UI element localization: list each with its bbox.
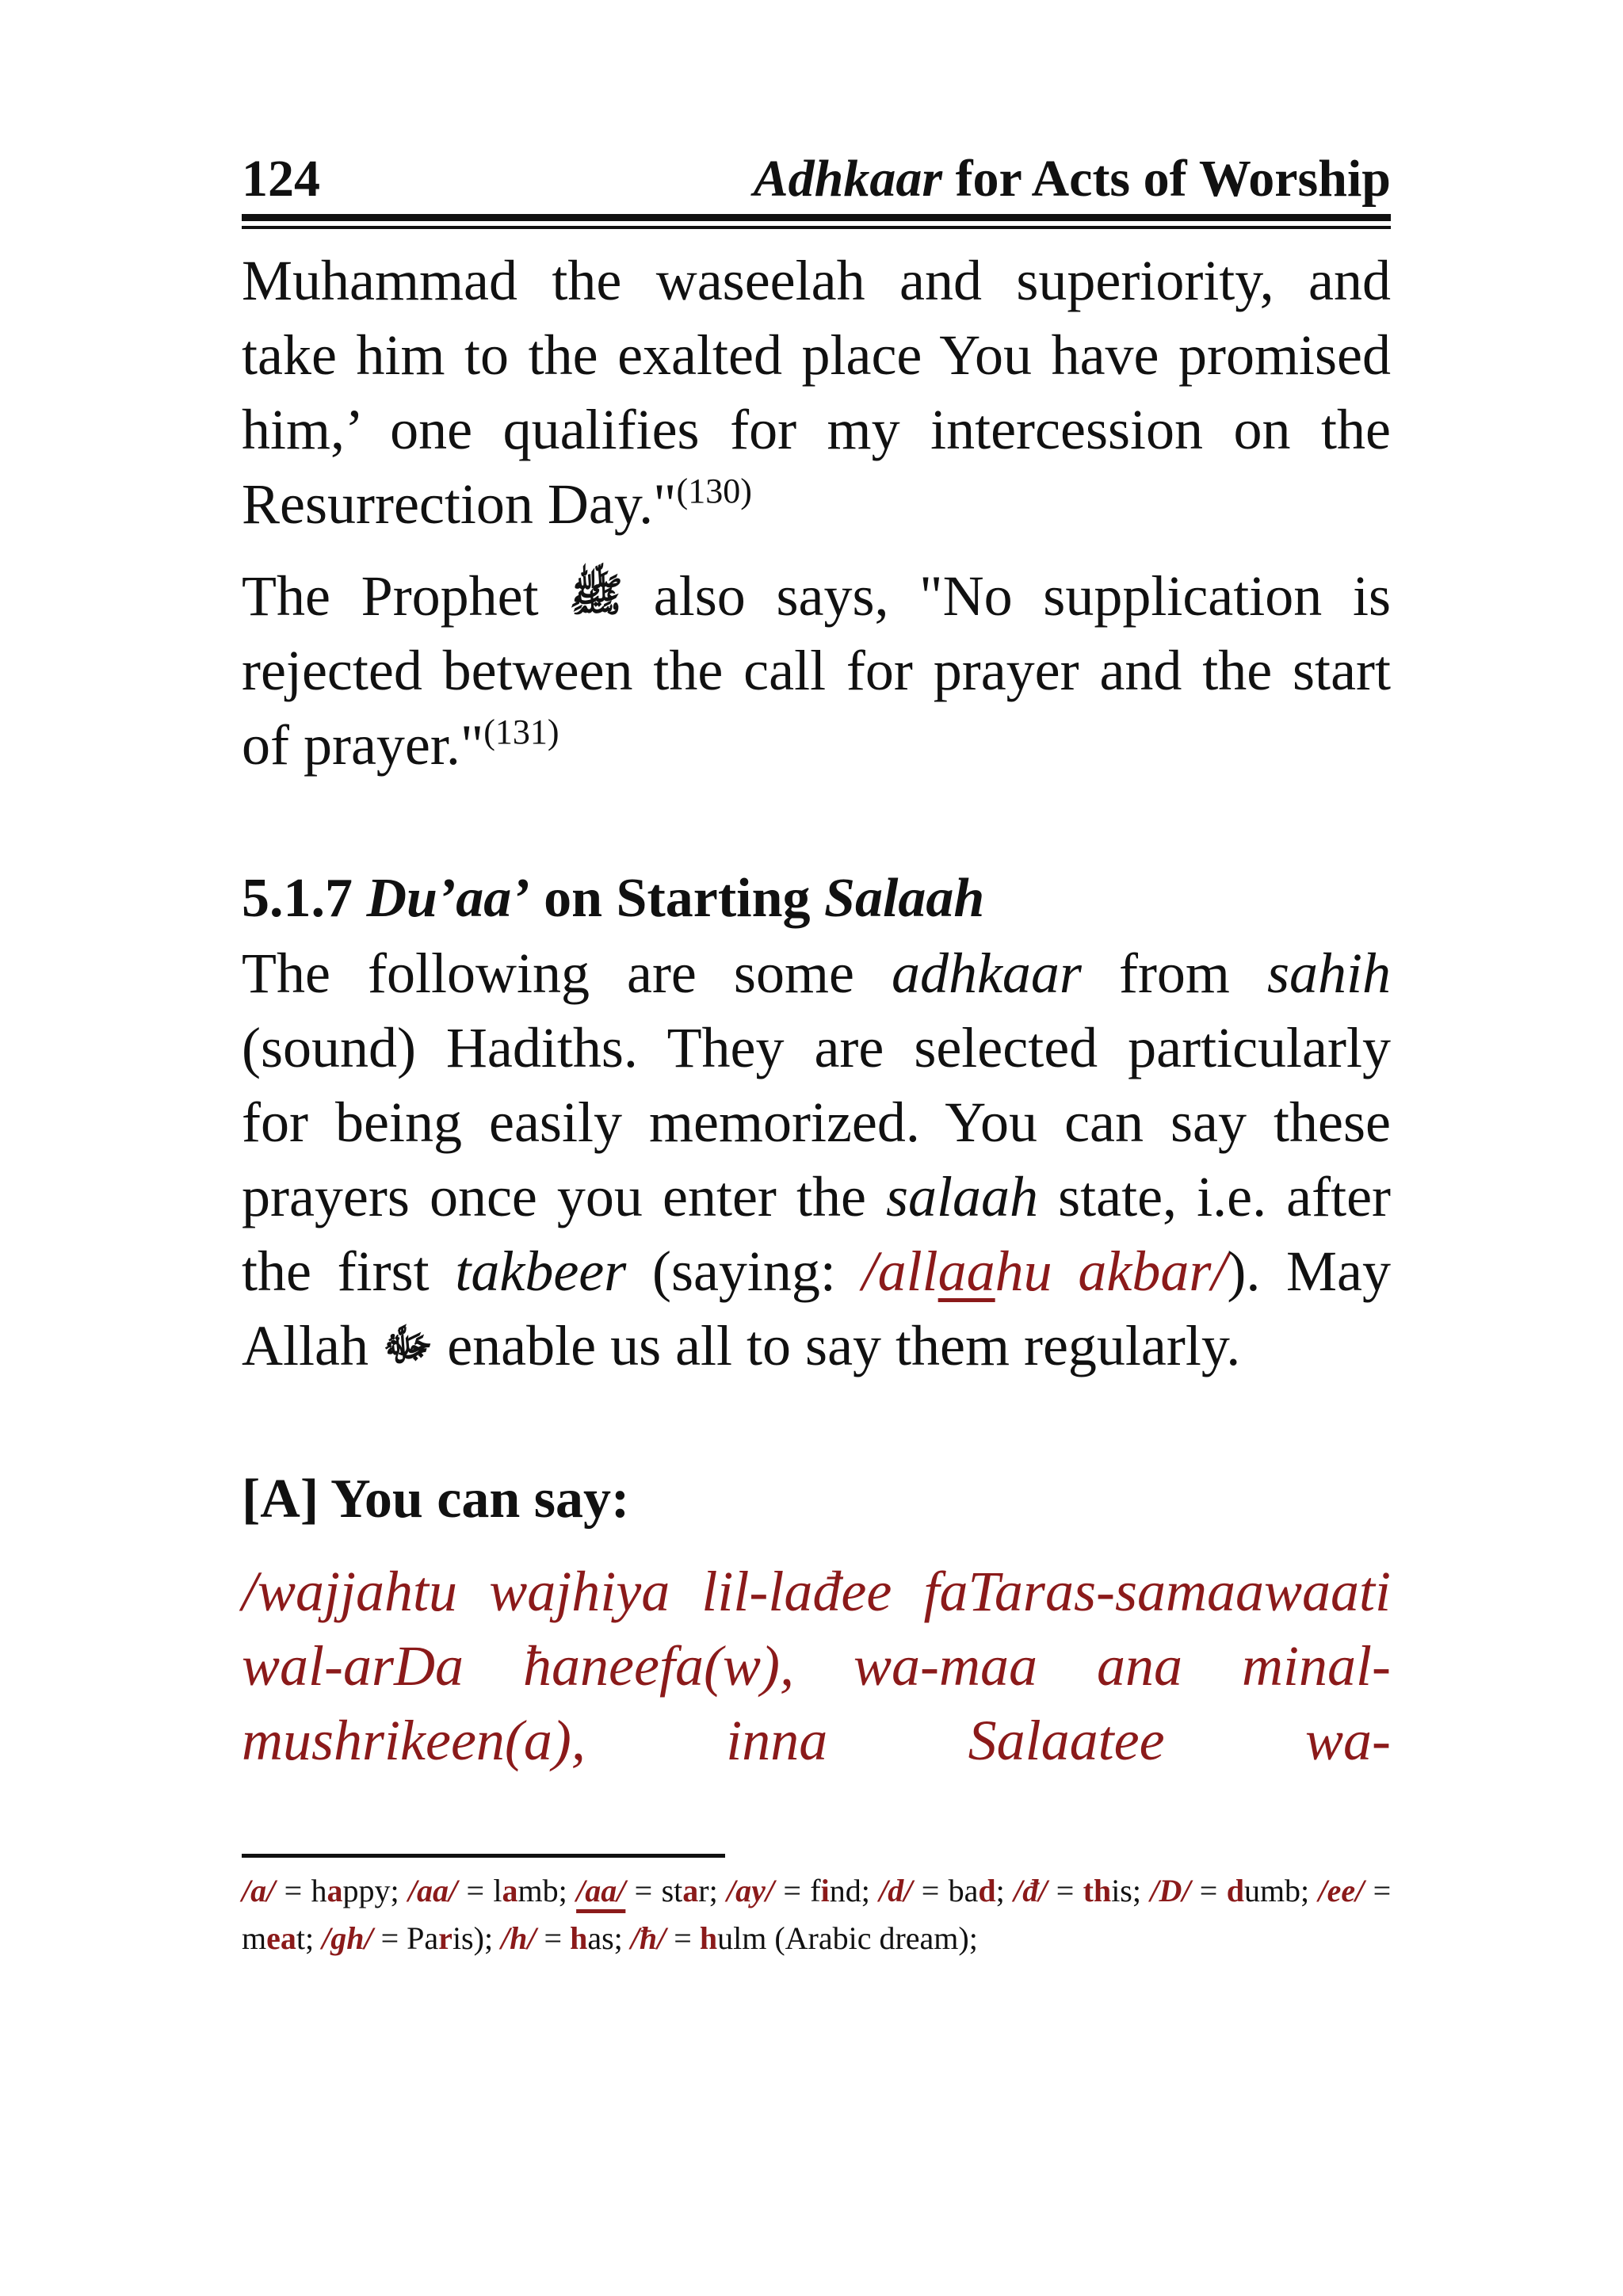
footnote-word-highlight: ea <box>266 1920 296 1956</box>
term-takbeer: takbeer <box>455 1240 627 1303</box>
sub-heading: [A] You can say: <box>242 1469 630 1530</box>
footnote-word-post: ulm (Arabic dream); <box>717 1920 978 1956</box>
footnote-word-highlight: i <box>820 1873 830 1908</box>
paragraph-1 <box>242 243 1391 541</box>
footnote-word-post: is; <box>1111 1873 1141 1908</box>
footnote-entry: /h/ = has; <box>501 1920 623 1956</box>
footnote-word-highlight: r <box>438 1920 453 1956</box>
paragraph-3-text-2: from <box>1081 942 1267 1005</box>
footnote-word-pre: m <box>242 1920 267 1956</box>
footnote-key: /aa/ <box>576 1873 626 1908</box>
footnote-entry: /gh/ = Paris); <box>322 1920 494 1956</box>
footnote-rule <box>242 1854 725 1858</box>
footnote-key: /h/ <box>501 1920 537 1956</box>
footnote-entry: /a/ = happy; <box>242 1873 399 1908</box>
paragraph-1-text: Muhammad the waseelah and superiority, and take him to the exalted place You have promised him,’ one qualifies for my intercession on the Resurrection Day." <box>242 249 1391 536</box>
footnote-word-pre: l <box>493 1873 502 1908</box>
paragraph-3-text-1: The following are some <box>242 942 892 1005</box>
footnote-pronunciation-key <box>242 1867 1391 1962</box>
footnote-key: /d/ <box>879 1873 913 1908</box>
footnote-word-highlight: th <box>1083 1873 1112 1908</box>
footnote-entry: /ay/ = find; <box>727 1873 870 1908</box>
footnote-word-pre: Pa <box>407 1920 439 1956</box>
transliteration-block: /wajjahtu wajhiya lil-lađee faTaras-samaawaati wal-arDa ħaneefa(w), wa-maa ana minal-mushrikeen(a), inna Salaatee wa- <box>242 1560 1391 1772</box>
footnote-word-post: is); <box>452 1920 494 1956</box>
paragraph-2-start: The Prophet <box>242 564 570 628</box>
footnote-word-post: ppy; <box>342 1873 399 1908</box>
footnote-entry: /ee/ = meat; <box>242 1873 1392 1956</box>
footnote-word-post: r; <box>698 1873 718 1908</box>
transliteration-part-1: /all <box>861 1240 938 1303</box>
footnote-word-post: t; <box>296 1920 315 1956</box>
term-salaah: salaah <box>886 1165 1039 1228</box>
footnote-word-highlight: a <box>502 1873 518 1908</box>
footnote-entry: /aa/ = lamb; <box>407 1873 567 1908</box>
footnote-entry: /đ/ = this; <box>1014 1873 1141 1908</box>
term-adhkaar: adhkaar <box>891 942 1082 1005</box>
paragraph-3-text-7: enable us all to say them regularly. <box>433 1314 1241 1377</box>
paragraph-2-rest: also says, "No supplication is rejected between the call for prayer and the start of prayer." <box>242 564 1391 777</box>
salutation-glyph-icon: ﷺ <box>569 570 624 621</box>
paragraph-3-text-4: state, i.e. after the first <box>242 1165 1392 1303</box>
footnote-word-pre: st <box>661 1873 683 1908</box>
running-title-italic: Adhkaar <box>753 150 943 208</box>
footnote-word-post: as; <box>587 1920 623 1956</box>
running-title <box>754 149 1391 209</box>
footnote-key: /ay/ <box>727 1873 775 1908</box>
exaltation-glyph-icon: ﷻ <box>382 1320 433 1371</box>
footnote-key: /D/ <box>1150 1873 1191 1908</box>
footnote-word-highlight: a <box>682 1873 699 1908</box>
footnote-key: /ħ/ <box>630 1920 666 1956</box>
footnote-word-highlight: d <box>1226 1873 1244 1908</box>
section-number: 5.1.7 <box>242 868 367 929</box>
section-heading <box>242 861 1391 936</box>
footnote-word-pre: f <box>810 1873 821 1908</box>
footnote-word-pre: h <box>311 1873 327 1908</box>
footnote-word-highlight: h <box>570 1920 588 1956</box>
page <box>242 143 1391 1962</box>
footnote-word-pre: ba <box>948 1873 979 1908</box>
footnote-ref-130: (130) <box>676 472 752 510</box>
footnote-entry: /D/ = dumb; <box>1150 1873 1310 1908</box>
footnote-key: /đ/ <box>1014 1873 1048 1908</box>
transliteration-underlined: aa <box>938 1240 995 1303</box>
footnote-key: /ee/ <box>1318 1873 1365 1908</box>
paragraph-3 <box>242 936 1391 1383</box>
page-header <box>242 143 1391 214</box>
paragraph-3-text-5: (saying: <box>626 1240 862 1303</box>
footnote-ref-131: (131) <box>483 712 559 751</box>
page-number: 124 <box>242 150 320 208</box>
footnote-word-post: nd; <box>829 1873 870 1908</box>
section-heading-middle: on Starting <box>529 868 825 929</box>
footnote-word-highlight: d <box>978 1873 996 1908</box>
footnote-word-post: umb; <box>1243 1873 1310 1908</box>
footnote-key: /a/ <box>242 1873 276 1908</box>
footnote-entry: /aa/ = star; <box>576 1873 718 1908</box>
footnote-word-post: ; <box>995 1873 1005 1908</box>
footnote-key: /aa/ <box>407 1873 458 1908</box>
footnote-entry: /d/ = bad; <box>879 1873 1005 1908</box>
section-heading-italic-1: Du’aa’ <box>366 868 530 929</box>
footnote-key: /gh/ <box>322 1920 373 1956</box>
transliteration-part-2: hu akbar/ <box>995 1240 1228 1303</box>
footnote-word-highlight: a <box>327 1873 343 1908</box>
footnote-entry: /ħ/ = hulm (Arabic dream); <box>630 1920 978 1956</box>
paragraph-3-text-6: ). May Allah <box>242 1240 1391 1377</box>
running-title-rest: for Acts of Worship <box>942 150 1391 208</box>
term-sahih: sahih <box>1266 942 1391 1005</box>
paragraph-2 <box>242 559 1391 782</box>
section-heading-italic-2: Salaah <box>824 868 985 929</box>
paragraph-3-text-3: (sound) Hadiths. They are selected particularly for being easily memorized. You can say these prayers once you enter the <box>242 1016 1391 1228</box>
transliteration-allaahu-akbar <box>862 1240 1228 1303</box>
footnote-word-post: mb; <box>517 1873 567 1908</box>
footnote-word-highlight: h <box>699 1920 718 1956</box>
header-rule-thick <box>242 214 1391 221</box>
header-rule-thin <box>242 226 1391 229</box>
